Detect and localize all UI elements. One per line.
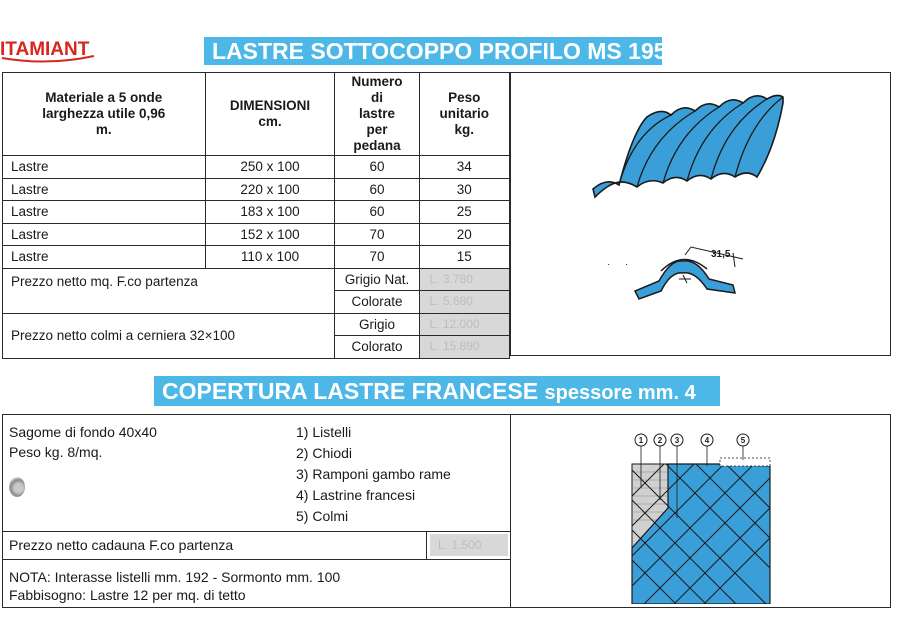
table-row xyxy=(3,178,510,201)
row-dim: 183 x 100 xyxy=(205,201,335,224)
marker-2-label: 2 xyxy=(657,436,663,445)
row-name: Lastre xyxy=(3,246,206,269)
svg-text:·: · xyxy=(607,259,611,270)
sheets-table xyxy=(2,72,510,359)
price-value: L. 5.680 xyxy=(419,291,510,314)
marker-1-label: 1 xyxy=(638,436,644,445)
header-dimensions: DIMENSIONI cm. xyxy=(205,73,335,156)
table-row xyxy=(3,156,510,179)
price-value: L. 12.000 xyxy=(419,313,510,336)
price-option-label: Grigio xyxy=(335,313,419,336)
spec-sagome: Sagome di fondo 40x40 xyxy=(9,424,157,440)
row-weight: 30 xyxy=(419,178,510,201)
marker-3-label: 3 xyxy=(674,436,680,445)
marker-5-label: 5 xyxy=(740,436,746,445)
row-dim: 250 x 100 xyxy=(205,156,335,179)
note-line-2: Fabbisogno: Lastre 12 per mq. di tetto xyxy=(9,587,246,603)
row-count: 60 xyxy=(335,201,419,224)
price-colmi-row xyxy=(3,313,510,336)
header-count: Numero di lastre per pedana xyxy=(335,73,419,156)
row-name: Lastre xyxy=(3,201,206,224)
divider xyxy=(2,531,510,532)
row-weight: 15 xyxy=(419,246,510,269)
table-row xyxy=(3,246,510,269)
price-option-label: Grigio Nat. xyxy=(335,268,419,291)
row-count: 60 xyxy=(335,156,419,179)
sheet-illustration-frame xyxy=(510,72,891,356)
row-weight: 34 xyxy=(419,156,510,179)
row-count: 60 xyxy=(335,178,419,201)
row-weight: 20 xyxy=(419,223,510,246)
divider xyxy=(2,559,510,560)
row-count: 70 xyxy=(335,246,419,269)
price-colmi-label: Prezzo netto colmi a cerniera 32×100 xyxy=(3,313,335,358)
corrugated-sheet-illustration xyxy=(511,73,889,353)
table-row xyxy=(3,201,510,224)
spec-weight: Peso kg. 8/mq. xyxy=(9,444,103,460)
component-item: 5) Colmi xyxy=(296,508,349,524)
price-net-row xyxy=(3,268,510,291)
component-item: 4) Lastrine francesi xyxy=(296,487,416,503)
divider xyxy=(510,414,511,608)
row-name: Lastre xyxy=(3,223,206,246)
ridge-dimension-label: 31,5 xyxy=(711,249,731,260)
row-weight: 25 xyxy=(419,201,510,224)
marker-4-label: 4 xyxy=(704,436,710,445)
itamiant-logo xyxy=(0,36,98,64)
price-each-value: L. 1.500 xyxy=(430,534,508,556)
row-dim: 220 x 100 xyxy=(205,178,335,201)
price-option-label: Colorato xyxy=(335,336,419,359)
punch-hole-icon xyxy=(9,477,25,497)
section1-title: LASTRE SOTTOCOPPO PROFILO MS 195 xyxy=(204,37,662,65)
row-dim: 152 x 100 xyxy=(205,223,335,246)
component-item: 1) Listelli xyxy=(296,424,352,440)
row-name: Lastre xyxy=(3,156,206,179)
row-name: Lastre xyxy=(3,178,206,201)
section2-title-small: spessore mm. 4 xyxy=(544,382,696,404)
price-value: L. 15.890 xyxy=(419,336,510,359)
table-row xyxy=(3,223,510,246)
price-option-label: Colorate xyxy=(335,291,419,314)
divider xyxy=(426,531,427,559)
header-weight: Peso unitario kg. xyxy=(419,73,510,156)
price-each-label: Prezzo netto cadauna F.co partenza xyxy=(9,537,234,553)
row-dim: 110 x 100 xyxy=(205,246,335,269)
component-item: 2) Chiodi xyxy=(296,445,353,461)
row-count: 70 xyxy=(335,223,419,246)
svg-text:·: · xyxy=(625,259,629,270)
section2-title-main: COPERTURA LASTRE FRANCESE xyxy=(162,378,539,404)
price-value: L. 3.780 xyxy=(419,268,510,291)
header-material: Materiale a 5 onde larghezza utile 0,96 m. xyxy=(3,73,206,156)
logo-text: ITAMIANT xyxy=(0,39,90,60)
note-line-1: NOTA: Interasse listelli mm. 192 - Sormonto mm. 100 xyxy=(9,569,341,585)
component-item: 3) Ramponi gambo rame xyxy=(296,466,451,482)
section2-title xyxy=(154,376,720,406)
price-net-label: Prezzo netto mq. F.co partenza xyxy=(3,268,335,313)
tile-roof-diagram xyxy=(620,428,780,604)
